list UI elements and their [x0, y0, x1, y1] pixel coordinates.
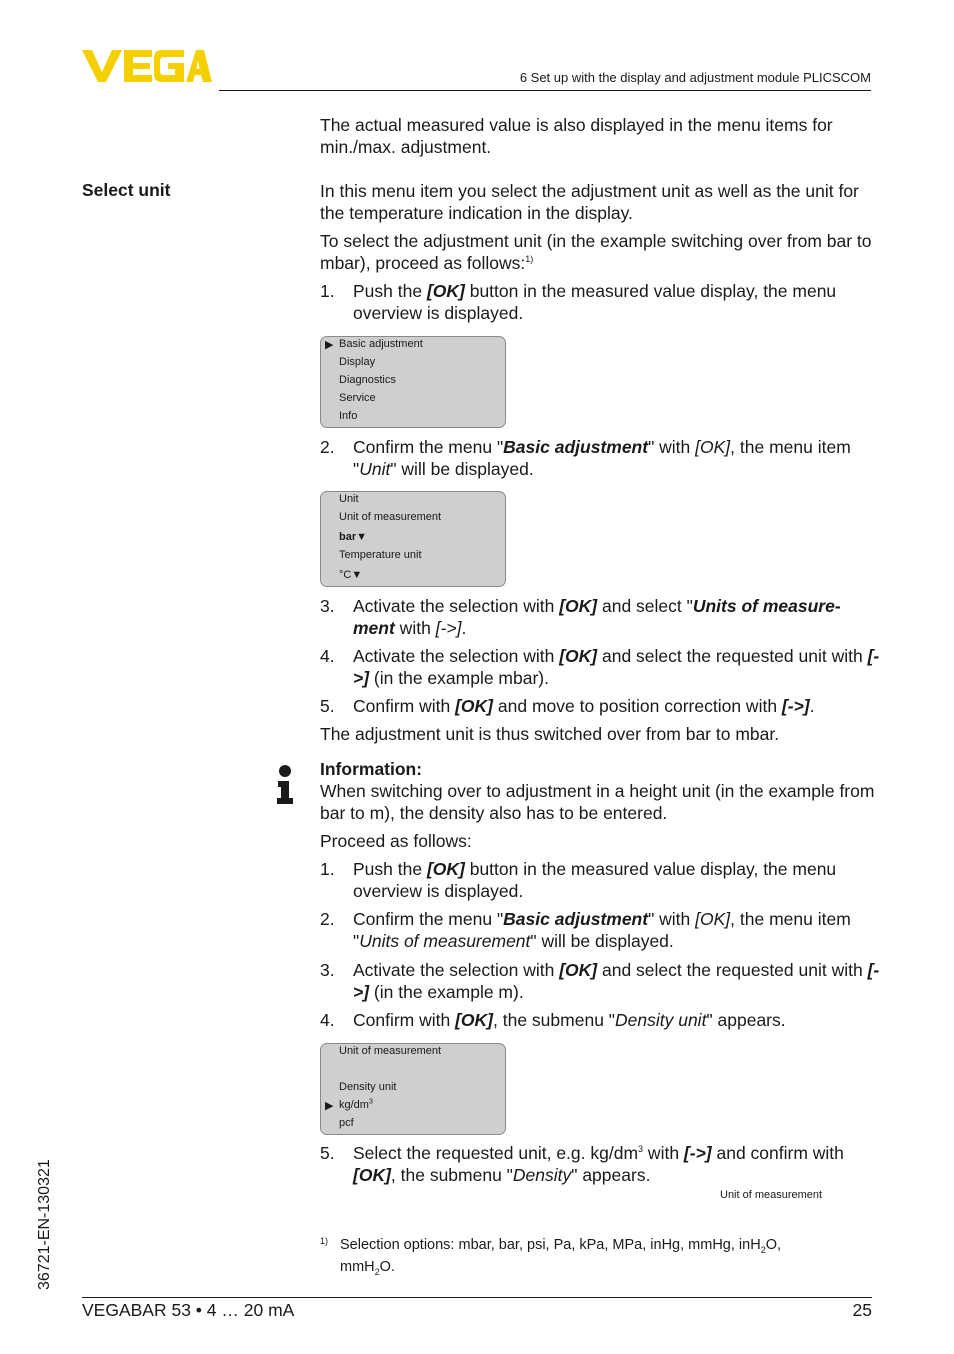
footnote-text: Selection options: mbar, bar, psi, Pa, kPa, MPa, inHg, mmHg, inH$_2$O, mmH$_2$O. [340, 1237, 782, 1277]
footnote-mark: 1) [320, 1236, 329, 1246]
footnote-ref: 1) [525, 254, 534, 265]
info-proceed: Proceed as follows: [320, 831, 472, 851]
list-item: 3. Activate the selection with [OK] and select the requested unit with [->] (in the example m). [320, 960, 880, 1002]
small-caption: Unit of measurement [720, 1189, 823, 1201]
footer-divider [82, 1297, 872, 1298]
list-item: 5. Select the requested unit, e.g. $kg/dm^3$ with [->] and confirm with [OK], the submenu "Density" appears. [320, 1143, 844, 1185]
list-item: 1. Push the [OK] button in the measured value display, the menu overview is displayed. [320, 859, 837, 901]
list-item: 4. Confirm with [OK], the submenu "Density unit" appears. [320, 1010, 786, 1030]
vega-logo [82, 50, 212, 84]
document-code: 36721-EN-130321 [36, 1159, 53, 1290]
header-section-title: 6 Set up with the display and adjustment module PLICSCOM [519, 70, 871, 85]
list-item: 2. Confirm the menu "Basic adjustment" with [OK], the menu item "Unit" will be displayed. [320, 437, 851, 479]
intro-paragraph: The actual measured value is also displayed in the menu items for min./max. adjustment. [320, 115, 833, 157]
selection-arrow-icon: ▶ [325, 1100, 334, 1112]
display-unit-menu: Unit Unit of measurement bar▼ Temperature unit °C▼ [320, 491, 506, 587]
info-title: Information: [320, 759, 423, 779]
display-density-unit-menu: Unit of measurement Density unit ▶ $kg/dm^3$ pcf [320, 1043, 506, 1135]
display-menu-overview: ▶ Basic adjustment Display Diagnostics Service Info [320, 336, 506, 428]
select-unit-paragraph: In this menu item you select the adjustment unit as well as the unit for the temperature indication in the display. [320, 181, 859, 223]
footer-product: VEGABAR 53 • 4 … 20 mA [82, 1300, 295, 1320]
summary-paragraph: The adjustment unit is thus switched over from bar to mbar. [320, 724, 780, 744]
page-number: 25 [852, 1300, 872, 1320]
list-item: 4. Activate the selection with [OK] and select the requested unit with [->] (in the example mbar). [320, 646, 880, 688]
side-label-select-unit: Select unit [82, 180, 171, 200]
selection-arrow-icon: ▶ [325, 339, 334, 351]
procedure-text: To select the adjustment unit (in the example switching over from bar to mbar), proceed as follows: [320, 231, 872, 273]
list-item: 1. Push the [OK] button in the measured value display, the menu overview is displayed. [320, 281, 837, 323]
info-icon [276, 764, 294, 806]
list-item: 5. Confirm with [OK] and move to position correction with [->]. [320, 696, 815, 716]
list-item: 3. Activate the selection with [OK] and select "Units of measure-ment with [->]. [320, 596, 841, 638]
procedure-paragraph [320, 230, 875, 274]
list-item: 2. Confirm the menu "Basic adjustment" with [OK], the menu item "Units of measurement" will be displayed. [320, 909, 851, 951]
header-divider [219, 90, 871, 91]
info-text: When switching over to adjustment in a height unit (in the example from bar to m), the density also has to be entered. [320, 781, 875, 823]
